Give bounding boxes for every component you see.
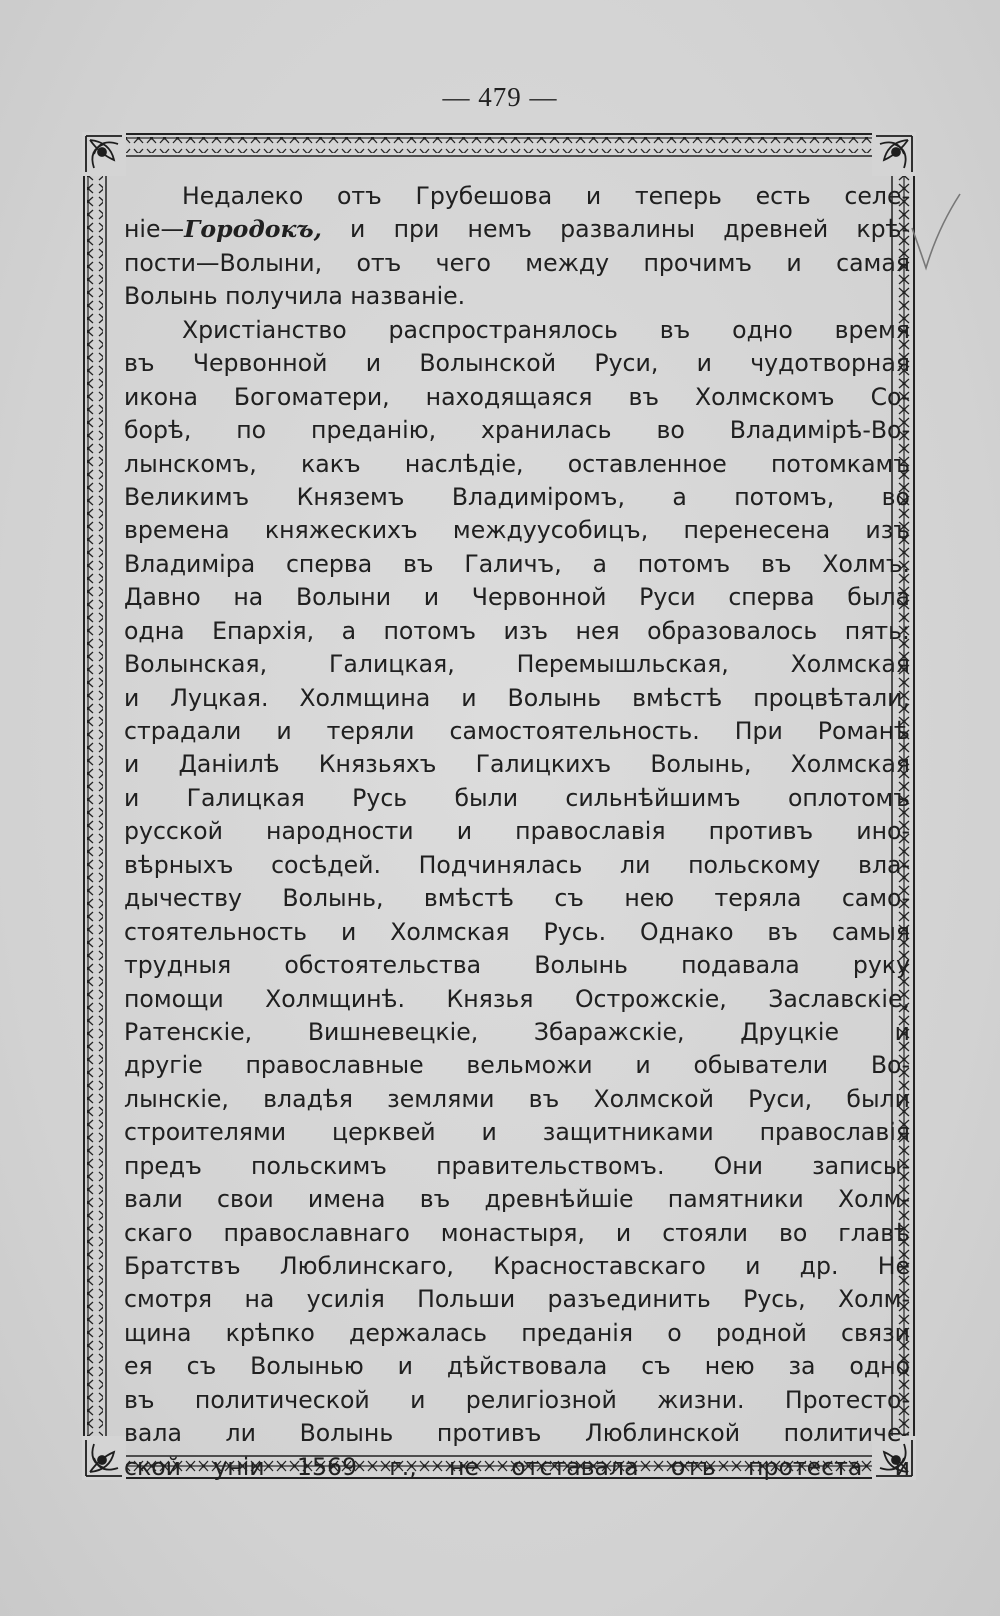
text-line: лынскомъ, какъ наслѣдіе, оставленное потомкамъ	[124, 449, 910, 478]
text-line: стоятельность и Холмская Русь. Однако въ самыя	[124, 917, 910, 946]
text-line: и Даніилѣ Князьяхъ Галицкихъ Волынь, Холмская	[124, 750, 910, 779]
text-line: Давно на Волыни и Червонной Руси сперва была	[124, 583, 910, 612]
text-line: трудныя обстоятельства Волынь подавала руку	[124, 951, 910, 980]
page-number: — 479 —	[442, 82, 558, 112]
text-line: помощи Холмщинѣ. Князья Острожскіе, Заславскіе,	[124, 984, 910, 1013]
text-line: страдали и теряли самостоятельность. При Романѣ	[124, 717, 910, 745]
text-line: строителями церквей и защитниками православія	[124, 1118, 910, 1147]
text-line: лынскіе, владѣя землями въ Холмской Руси, были	[124, 1084, 910, 1113]
text-line: Недалеко отъ Грубешова и теперь есть селе-	[182, 182, 910, 210]
pencil-checkmark-icon	[906, 188, 966, 280]
text-line: ея съ Волынью и дѣйствовала съ нею за одно	[124, 1352, 910, 1381]
italic-place-name: Городокъ,	[184, 215, 322, 244]
text-line: дычеству Волынь, вмѣстѣ съ нею теряла само-	[124, 884, 910, 913]
body-text	[124, 180, 910, 1481]
text-line: одна Епархія, а потомъ изъ нея образовалось пять:	[124, 616, 910, 645]
text-line: ніе—Городокъ, и при немъ развалины древней крѣ-	[124, 215, 910, 244]
text-line: Христіанство распространялось въ одно время	[182, 315, 910, 344]
text-line: предъ польскимъ правительствомъ. Они записы-	[124, 1151, 910, 1180]
text-line: и Галицкая Русь были сильнѣйшимъ оплотомъ	[124, 783, 910, 812]
text-line: смотря на усилія Польши разъединить Русь, Холм-	[124, 1285, 910, 1314]
text-line: другіе православные вельможи и обыватели Во-	[124, 1051, 910, 1080]
text-line: въ Червонной и Волынской Руси, и чудотворная	[124, 349, 910, 378]
text-line: скаго православнаго монастыря, и стояли во главѣ	[124, 1218, 910, 1247]
text-line: вала ли Волынь противъ Люблинской политиче-	[124, 1419, 910, 1448]
text-line: Ратенскіе, Вишневецкіе, Збаражскіе, Друцкіе и	[124, 1017, 910, 1046]
text-line: русской народности и православія противъ ино-	[124, 817, 910, 846]
text-line: и Луцкая. Холмщина и Волынь вмѣстѣ процвѣтали,	[124, 683, 910, 712]
text-line: Владиміра сперва въ Галичъ, а потомъ въ Холмъ.	[124, 549, 910, 578]
text-line: пости—Волыни, отъ чего между прочимъ и самая	[124, 248, 910, 277]
text-line: икона Богоматери, находящаяся въ Холмскомъ Со-	[124, 382, 910, 411]
text-line: Волынь получила названіе.	[124, 282, 466, 311]
text-line: вали свои имена въ древнѣйшіе памятники Холм-	[124, 1185, 910, 1214]
text-line: щина крѣпко держалась преданія о родной связи	[124, 1318, 910, 1347]
text-line: въ политической и религіозной жизни. Протесто-	[124, 1385, 910, 1414]
text-line: времена княжескихъ междуусобицъ, перенесена изъ	[124, 516, 910, 545]
text-line: Братствъ Люблинскаго, Красноставскаго и др. Не	[124, 1252, 910, 1280]
text-line: борѣ, по преданію, хранилась во Владимірѣ-Во-	[124, 416, 910, 445]
text-line: вѣрныхъ сосѣдей. Подчинялась ли польскому вла-	[124, 850, 910, 879]
text-line: Волынская, Галицкая, Перемышльская, Холмская	[124, 650, 910, 679]
text-line: Великимъ Княземъ Владиміромъ, а потомъ, во	[124, 482, 910, 511]
text-line: ской уніи 1569 г., не отставала отъ протеста и	[124, 1452, 910, 1481]
